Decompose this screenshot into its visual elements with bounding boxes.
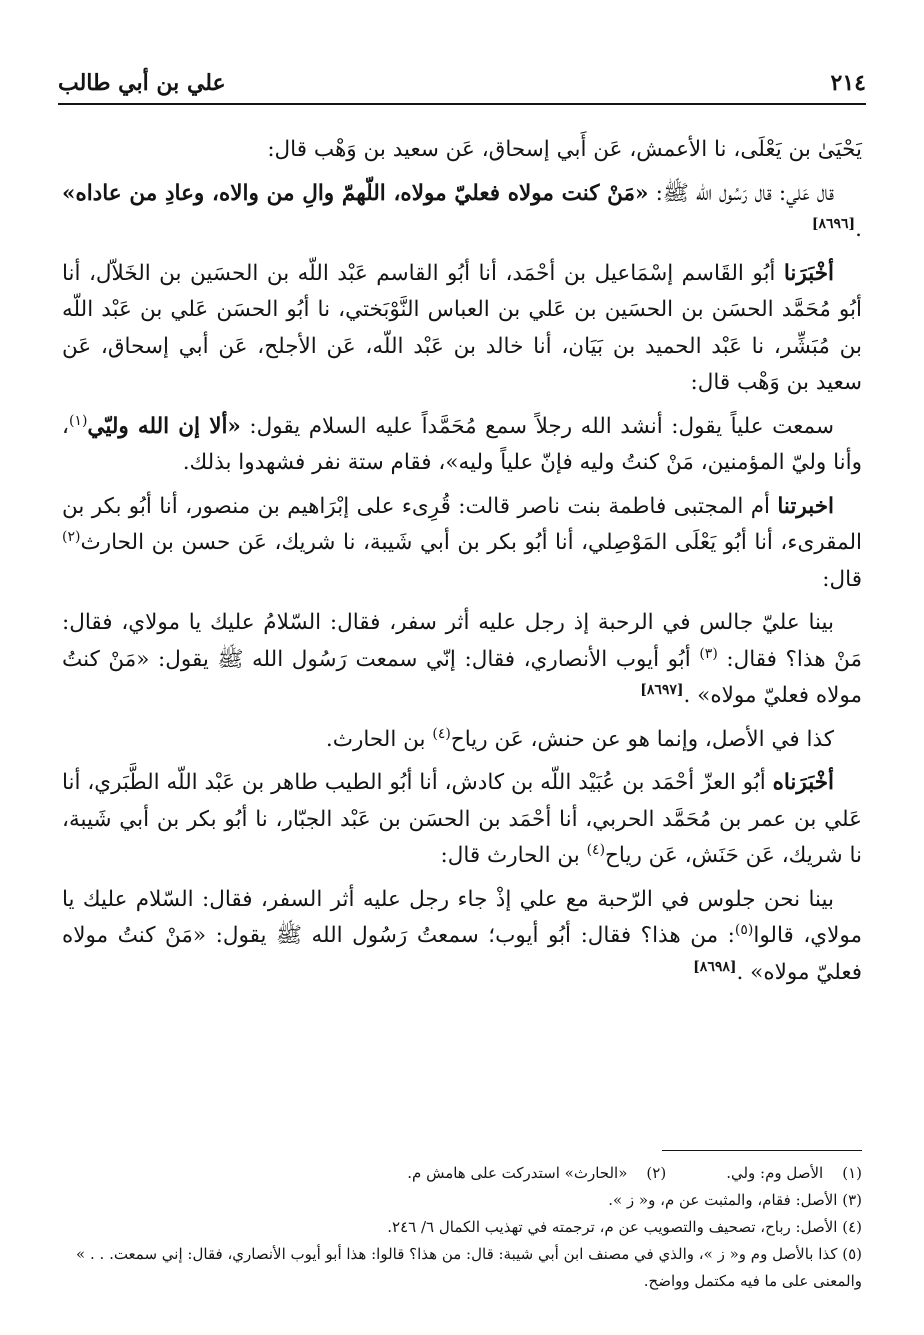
- running-header: [58, 66, 866, 100]
- paragraph: [62, 765, 862, 875]
- footnote-text: الأصل: رباح، تصحيف والتصويب عن م، ترجمته في تهذيب الكمال ٦/ ٢٤٦.: [387, 1218, 838, 1236]
- paragraph-text: أبُو العزّ أحْمَد بن عُبَيْد اللّه بن كادش، أنا أبُو الطيب طاهر بن عَبْد اللّه الطَّبَري، أنا عَلي بن عمر بن مُحَمَّد الحربي، أنا أحْمَد بن الحسَن بن عَبْد الجبّار، نا أبُو بكر بن أبي شَيبة، نا شريك، عَن حَنَش، عَن رياح: [61, 770, 862, 868]
- footnote-3: [62, 1187, 862, 1214]
- paragraph: [62, 489, 862, 599]
- hadith-quote: «مَنْ كنت مولاه فعليّ مولاه، اللّهمّ والِ من والاه، وعادِ من عاداه»: [62, 180, 649, 206]
- paragraph-text: أبُو القَاسم إسْمَاعيل بن أحْمَد، أنا أبُو القاسم عَبْد اللّه بن الحسَين بن الخَلاّل، أنا أبُو مُحَمَّد الحسَن بن الحسَين بن عَلي بن العباس النَّوْبَختي، نا أبُو الحسَن عَلي بن عَبْد اللّه بن مُبَشِّر، نا عَبْد الحميد بن بَيَان، أنا خالد بن عَبْد اللّه، عَن الأجلح، عَن أبي إسحاق، عَن سعيد بن وَهْب قال:: [62, 260, 862, 395]
- paragraph: [62, 605, 862, 715]
- paragraph: [62, 256, 862, 402]
- lead-word: أخْبَرَناه: [772, 770, 834, 795]
- lead-word: اخبرتنا: [777, 493, 834, 519]
- paragraph-tail: : من هذا؟ فقال: أبُو أيوب؛ سمعتُ رَسُول الله ﷺ يقول: «مَنْ كنتُ مولاه فعليّ مولاه» .: [62, 923, 862, 985]
- footnote-1: [726, 1160, 862, 1187]
- footnote-text: «الحارث» استدركت على هامش م.: [407, 1164, 628, 1182]
- footnote-4: [62, 1214, 862, 1241]
- footnote-text: كذا بالأصل وم و« ز »، والذي في مصنف ابن أبي شيبة: قال: من هذا؟ قالوا: هذا أبو أيوب الأنصاري، فقال: إني سمعت. . . » والمعنى على ما فيه مكتمل وواضح.: [76, 1245, 862, 1290]
- paragraph: [62, 409, 862, 482]
- footnote-row: [62, 1160, 862, 1187]
- footnote-ref: (٢): [62, 528, 81, 545]
- header-divider: [58, 103, 866, 105]
- paragraph-text: كذا في الأصل، وإنما هو عن حنش، عَن رياح: [450, 726, 834, 752]
- footnote-number: (١): [842, 1164, 862, 1182]
- paragraph: [62, 132, 862, 169]
- hadith-number: [٨٦٩٧]: [640, 681, 684, 698]
- paragraph-tail: بن الحارث قال:: [440, 843, 587, 868]
- paragraph-text: يَحْيَىٰ بن يَعْلَى، نا الأعمش، عَن أَبي إسحاق، عَن سعيد بن وَهْب قال:: [267, 137, 862, 162]
- footnote-ref: (٤): [586, 841, 606, 858]
- hadith-number: [٨٦٩٨]: [693, 958, 737, 975]
- paragraph-tail: أبُو أيوب الأنصاري، فقال: إنّي سمعت رَسُول الله ﷺ يقول: «مَنْ كنتُ مولاه فعليّ مولاه» .: [62, 646, 862, 708]
- footnote-divider: [662, 1150, 862, 1151]
- footnote-5: [62, 1241, 862, 1295]
- footnote-number: (٢): [646, 1164, 667, 1182]
- hadith-number: [٨٦٩٦]: [811, 215, 856, 232]
- paragraph-text: بينا عليّ جالس في الرحبة إذ رجل عليه أثر سفر، فقال: السّلامُ عليك يا مولاي، فقال: مَنْ هذا؟ فقال:: [62, 610, 862, 672]
- paragraph-text: سمعت علياً يقول: أنشد الله رجلاً سمع مُحَمَّداً عليه السلام يقول:: [240, 413, 834, 439]
- footnote-number: (٤): [842, 1218, 862, 1236]
- paragraph-tail: قال:: [822, 566, 862, 592]
- paragraph-text: أم المجتبى فاطمة بنت ناصر قالت: قُرِىء على إبْرَاهيم بن منصور، أنا أبُو بكر بن المقرىء، أنا أبُو يَعْلَى المَوْصِلي، أنا أبُو بكر بن أبي شَيبة، نا شريك، عَن حسن بن الحارث: [62, 493, 862, 555]
- footnote-text: الأصل وم: ولي.: [726, 1164, 824, 1182]
- main-text: [62, 132, 862, 991]
- lead-word: أخْبَرَنا: [783, 260, 834, 286]
- footnote-text: الأصل: فقام، والمثبت عن م، و« ز ».: [608, 1191, 838, 1209]
- footnote-2: [407, 1160, 666, 1187]
- paragraph: [62, 722, 862, 759]
- paragraph-text: بينا نحن جلوس في الرّحبة مع علي إذْ جاء رجل عليه أثر السفر، فقال: السّلام عليك يا مولاي، قالوا: [62, 886, 862, 948]
- hadith-quote: «ألا إن الله وليّي: [87, 413, 241, 439]
- paragraph-text: قال عَلي: قال رَسُول الله ﷺ:: [648, 180, 834, 206]
- book-title: علي بن أبي طالب: [58, 70, 226, 96]
- footnote-ref: (٤): [432, 725, 451, 742]
- paragraph-tail: بن الحارث.: [325, 726, 433, 752]
- footnote-ref: (٣): [699, 645, 718, 662]
- footnotes: [62, 1160, 862, 1295]
- footnote-ref: (١): [68, 412, 88, 429]
- paragraph-tail: .: [855, 217, 862, 242]
- footnote-number: (٣): [842, 1191, 862, 1209]
- footnote-number: (٥): [842, 1245, 862, 1263]
- footnote-ref: (٥): [734, 921, 754, 938]
- page-number: ٢١٤: [830, 70, 866, 96]
- paragraph: [62, 882, 862, 992]
- paragraph-tail: ، وأنا وليّ المؤمنين، مَنْ كنتُ وليه فإنّ علياً وليه»، فقام ستة نفر فشهدوا بذلك.: [62, 413, 862, 475]
- paragraph: [62, 176, 862, 249]
